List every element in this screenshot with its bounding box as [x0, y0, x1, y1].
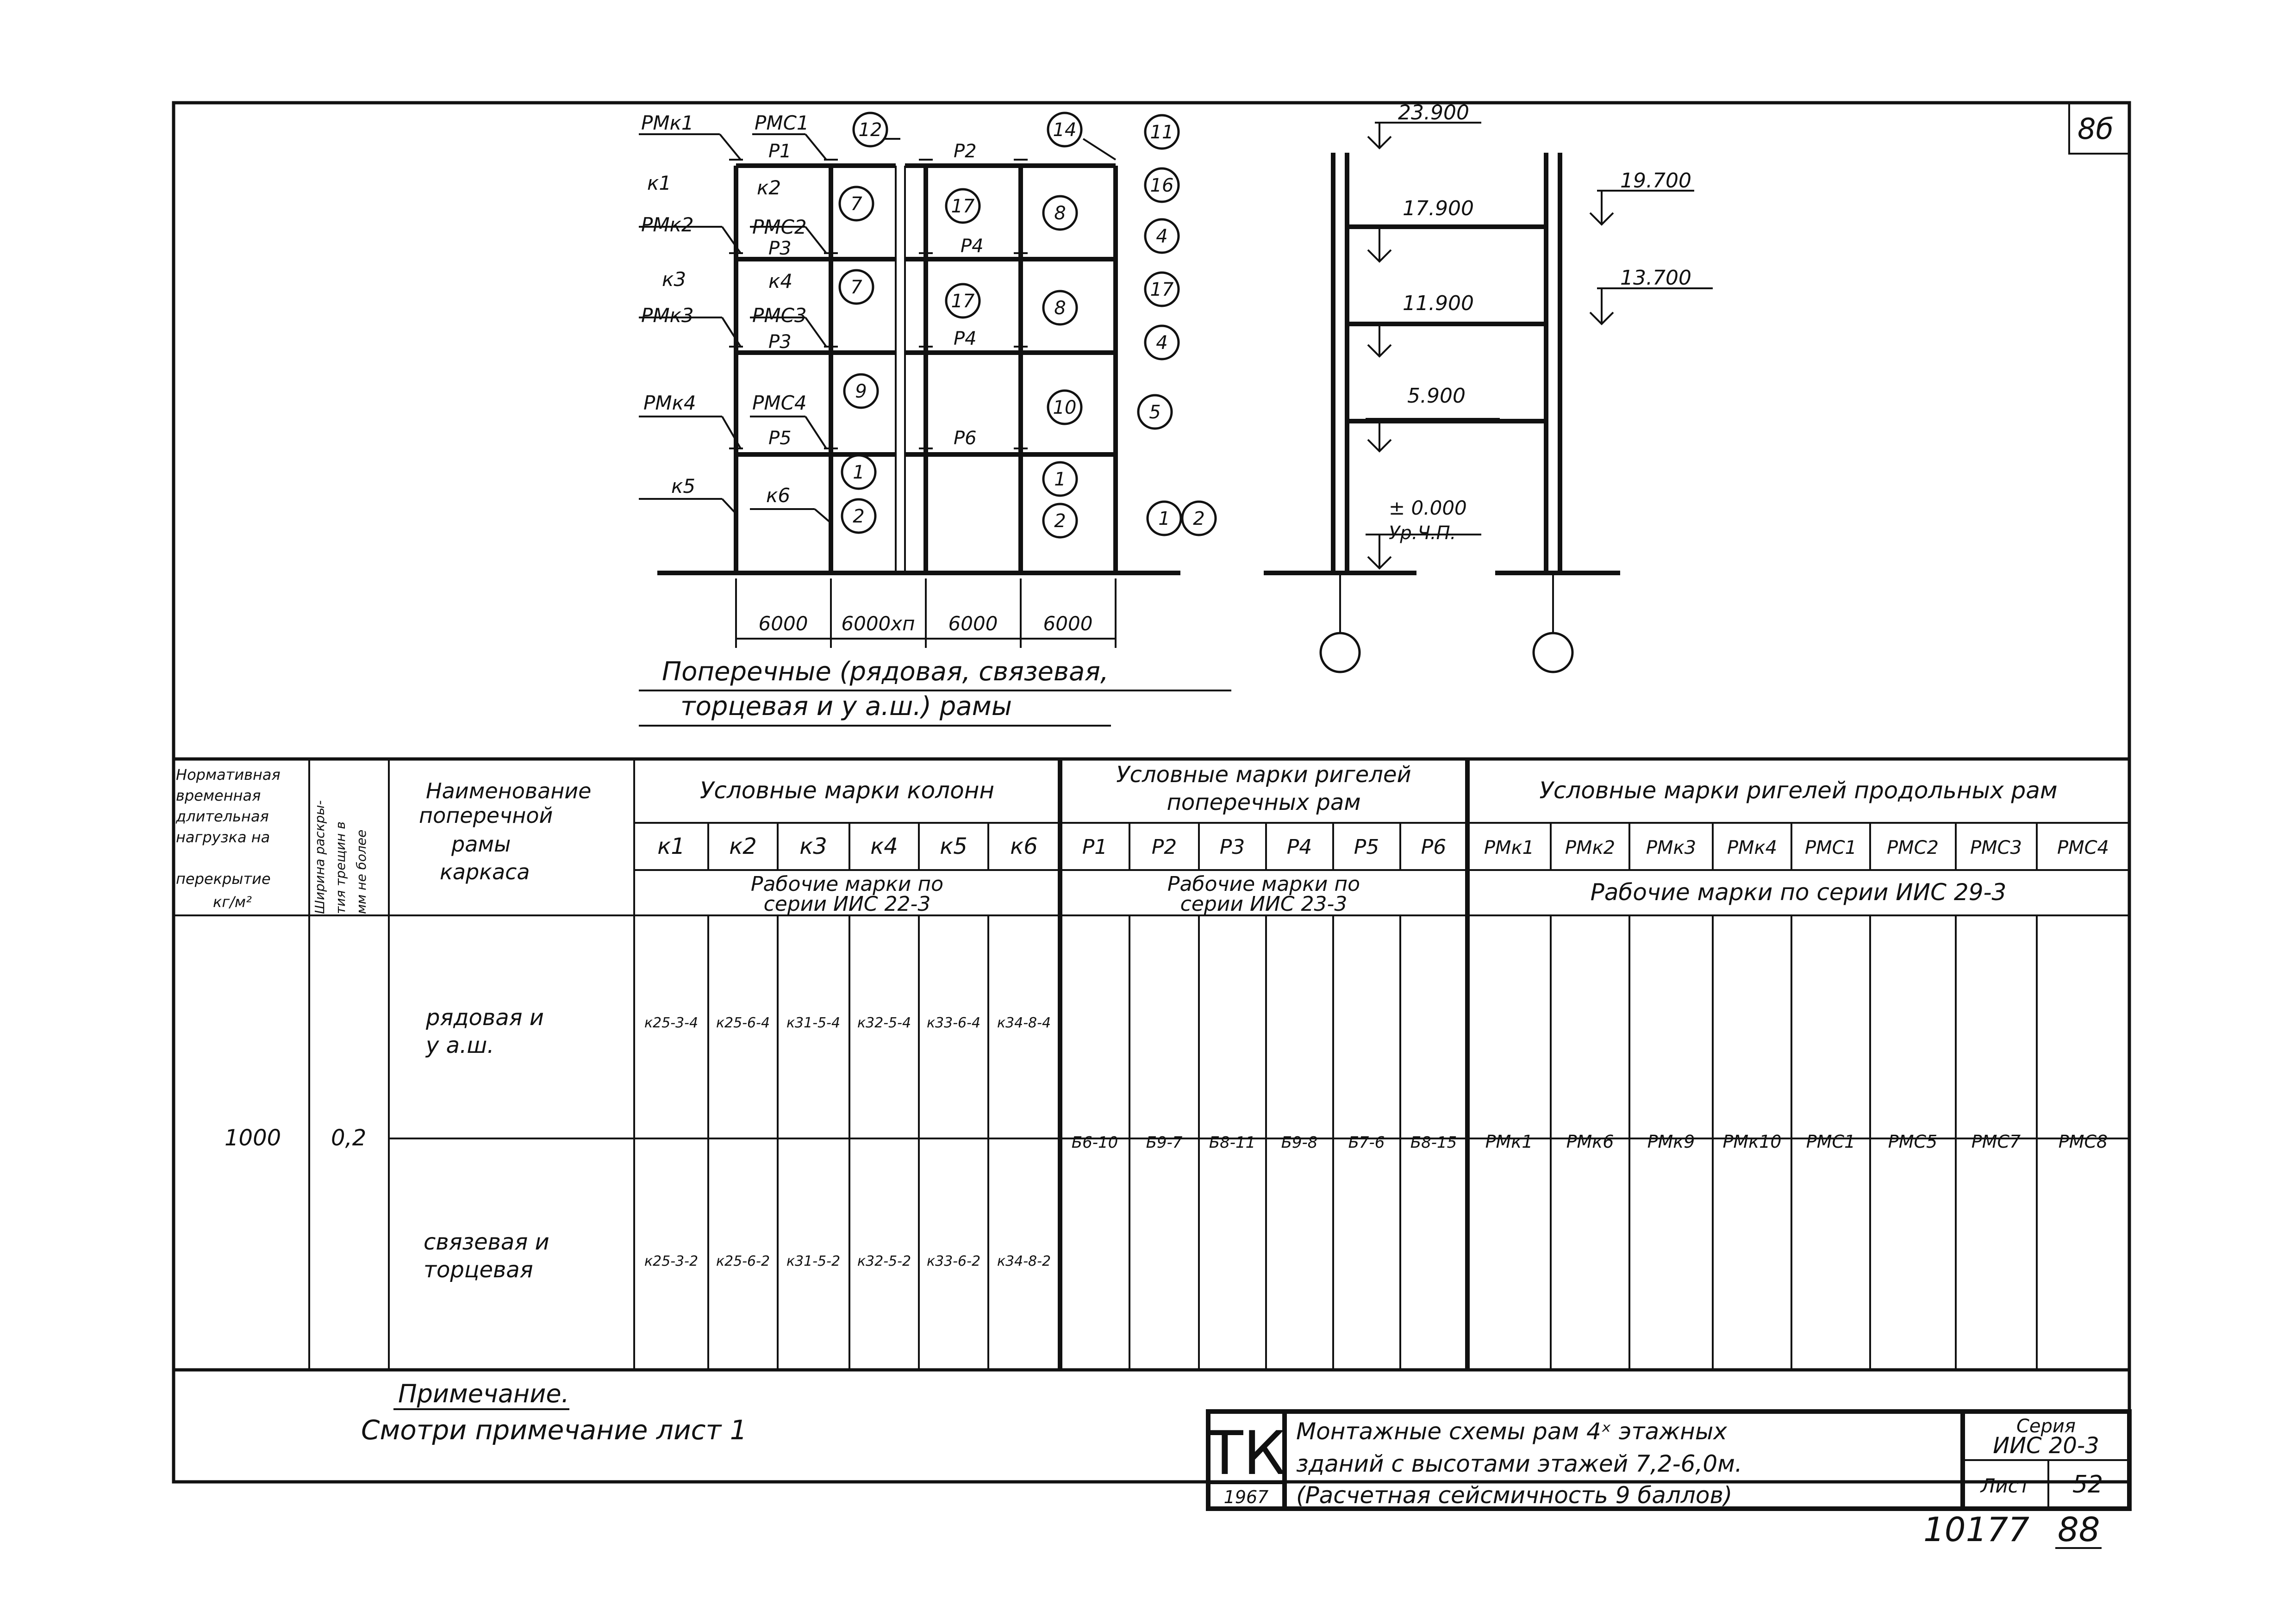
col-mark-k3: к3 — [799, 833, 827, 859]
circle-9: 9 — [855, 381, 867, 402]
label-rmc4: РМС4 — [752, 392, 807, 414]
long-mark-6: РМС2 — [1886, 837, 1939, 858]
h-beam-marks-1: Условные марки ригелей — [1116, 762, 1411, 788]
circle-17a: 17 — [951, 196, 975, 217]
h-beam-sub-2: серии ИИС 23-3 — [1180, 892, 1348, 916]
stamp-year: 1967 — [1223, 1487, 1269, 1507]
title-block — [1206, 1412, 2129, 1509]
archive-number: 10177 — [1923, 1510, 2030, 1549]
label-p3b: Р3 — [768, 331, 792, 353]
row2-col-k6: к34-8-2 — [997, 1253, 1051, 1269]
circle-14: 14 — [1053, 119, 1077, 141]
label-p5: Р5 — [768, 428, 792, 449]
beam-b6-10: Б6-10 — [1071, 1133, 1118, 1152]
h-name-4: каркаса — [440, 859, 530, 884]
stamp-title-3: (Расчетная сейсмичность 9 баллов) — [1296, 1482, 1733, 1509]
row1-name-2: у а.ш. — [426, 1032, 494, 1058]
row2-col-k2: к25-6-2 — [716, 1253, 770, 1269]
circle-1b: 1 — [1054, 469, 1066, 490]
h-name-2: поперечной — [419, 803, 553, 828]
label-rmc2: РМС2 — [752, 216, 807, 238]
label-rmk2: РМк2 — [641, 213, 694, 236]
beam-b8-11: Б8-11 — [1209, 1133, 1256, 1152]
long-rmk10: РМк10 — [1722, 1132, 1782, 1152]
long-mark-5: РМС1 — [1804, 837, 1857, 858]
h-long-sub: Рабочие марки по серии ИИС 29-3 — [1590, 879, 2007, 906]
beam-b9-8: Б9-8 — [1281, 1133, 1318, 1152]
h-beam-sub-1: Рабочие марки по — [1167, 872, 1360, 896]
label-p1: Р1 — [768, 141, 792, 162]
h-load-3: длительная — [176, 808, 269, 825]
long-mark-7: РМС3 — [1970, 837, 2022, 858]
h-crack-2: тия трещин в — [333, 821, 348, 914]
long-rmc7: РМС7 — [1971, 1132, 2021, 1152]
row1-name-1: рядовая и — [426, 1005, 544, 1031]
label-p4b: Р4 — [954, 328, 977, 349]
h-name-1: Наименование — [426, 778, 592, 803]
label-k1: к1 — [647, 172, 672, 194]
h-load-5: перекрытие — [176, 870, 271, 888]
beam-mark-p4: Р4 — [1286, 835, 1312, 859]
section-elevation — [1264, 101, 1713, 672]
beam-mark-p6: Р6 — [1421, 835, 1447, 859]
row2-name-2: торцевая — [424, 1257, 533, 1283]
row2-col-k1: к25-3-2 — [644, 1253, 699, 1269]
dimension-1: 6000 — [758, 612, 808, 635]
elevation-11900: 11.900 — [1403, 292, 1474, 315]
label-rmk4: РМк4 — [643, 392, 696, 414]
long-rmk9: РМк9 — [1647, 1132, 1695, 1152]
label-k3: к3 — [662, 268, 686, 291]
circle-8a: 8 — [1054, 203, 1066, 224]
frame-scheme — [639, 112, 1231, 726]
circle-1c: 1 — [1158, 508, 1170, 529]
h-beam-marks-2: поперечных рам — [1167, 790, 1361, 815]
long-mark-3: РМк3 — [1646, 837, 1697, 858]
h-load-4: нагрузка на — [176, 828, 270, 846]
beam-mark-p5: Р5 — [1354, 835, 1379, 859]
circle-10: 10 — [1053, 397, 1077, 418]
h-crack-1: Ширина раскры- — [312, 800, 327, 914]
h-column-marks: Условные марки колонн — [699, 777, 995, 804]
circle-7b: 7 — [850, 277, 862, 298]
circle-1a: 1 — [853, 462, 865, 483]
circle-8b: 8 — [1054, 298, 1066, 319]
beam-b8-15: Б8-15 — [1410, 1133, 1457, 1152]
row1-col-k3: к31-5-4 — [786, 1015, 841, 1031]
elevation-floor-level: Ур.Ч.П. — [1389, 522, 1456, 544]
circle-16: 16 — [1150, 175, 1174, 196]
label-k5: к5 — [671, 475, 696, 497]
frame-caption-line1: Поперечные (рядовая, связевая, — [662, 657, 1109, 687]
elevation-23900: 23.900 — [1398, 101, 1469, 124]
col-mark-k4: к4 — [870, 833, 898, 859]
beam-mark-p2: Р2 — [1151, 835, 1177, 859]
h-column-sub-2: серии ИИС 22-3 — [763, 892, 931, 916]
col-mark-k1: к1 — [657, 833, 685, 859]
circle-17b: 17 — [951, 291, 975, 312]
h-long-marks: Условные марки ригелей продольных рам — [1539, 777, 2058, 804]
beam-b9-7: Б9-7 — [1146, 1133, 1183, 1152]
col-mark-k5: к5 — [940, 833, 967, 859]
col-mark-k2: к2 — [729, 833, 757, 859]
circle-7a: 7 — [850, 193, 862, 215]
label-rmk1: РМк1 — [641, 112, 694, 134]
stamp-series-label: Серия — [2016, 1416, 2076, 1437]
stamp-series: ИИС 20-3 — [1993, 1433, 2099, 1459]
frame-caption-line2: торцевая и у а.ш.) рамы — [680, 691, 1012, 721]
dimension-3: 6000 — [948, 612, 998, 635]
label-k4: к4 — [768, 270, 793, 292]
label-p4a: Р4 — [961, 236, 984, 257]
circle-2c: 2 — [1193, 508, 1205, 529]
beam-mark-p3: Р3 — [1219, 835, 1245, 859]
dimension-2: 6000хп — [841, 612, 915, 635]
note-text: Смотри примечание лист 1 — [361, 1414, 747, 1446]
page-number: 88 — [2058, 1510, 2100, 1549]
long-rmk1: РМк1 — [1485, 1132, 1533, 1152]
stamp-sheet-label: Лист — [1980, 1474, 2030, 1497]
circle-17c: 17 — [1150, 279, 1174, 300]
label-p6: Р6 — [954, 428, 977, 449]
load-value: 1000 — [225, 1125, 281, 1151]
label-rmc1: РМС1 — [755, 112, 809, 134]
circle-2b: 2 — [1054, 510, 1066, 532]
col-mark-k6: к6 — [1010, 833, 1038, 859]
row2-name-1: связевая и — [424, 1229, 549, 1255]
row1-col-k1: к25-3-4 — [644, 1015, 699, 1031]
long-mark-8: РМС4 — [2057, 837, 2109, 858]
row1-col-k4: к32-5-4 — [857, 1015, 911, 1031]
h-column-sub-1: Рабочие марки по — [750, 872, 944, 896]
label-k6: к6 — [766, 484, 791, 507]
long-rmc5: РМС5 — [1888, 1132, 1938, 1152]
circle-5: 5 — [1149, 402, 1161, 423]
crack-value: 0,2 — [331, 1125, 367, 1151]
note-title: Примечание. — [398, 1379, 569, 1408]
marks-table — [174, 759, 2129, 1370]
elevation-19700: 19.700 — [1620, 169, 1691, 193]
stamp-sheet-number: 52 — [2072, 1471, 2103, 1499]
elevation-5900: 5.900 — [1407, 384, 1466, 408]
beam-mark-p1: Р1 — [1082, 835, 1108, 859]
row2-col-k4: к32-5-2 — [857, 1253, 911, 1269]
elevation-13700: 13.700 — [1620, 266, 1691, 290]
h-crack-3: мм не более — [354, 829, 369, 914]
long-mark-1: РМк1 — [1484, 837, 1535, 858]
row1-col-k6: к34-8-4 — [997, 1015, 1051, 1031]
h-load-6: кг/м² — [213, 893, 252, 911]
circle-2a: 2 — [853, 506, 865, 527]
elevation-17900: 17.900 — [1403, 197, 1474, 220]
h-name-3: рамы — [451, 832, 511, 857]
circle-12: 12 — [858, 119, 882, 141]
row1-col-k5: к33-6-4 — [926, 1015, 981, 1031]
row1-col-k2: к25-6-4 — [716, 1015, 770, 1031]
row2-col-k3: к31-5-2 — [786, 1253, 841, 1269]
elevation-zero: ± 0.000 — [1389, 497, 1467, 519]
h-load-2: временная — [176, 787, 261, 804]
long-rmk6: РМк6 — [1566, 1132, 1614, 1152]
label-rmc3: РМС3 — [752, 304, 807, 327]
circle-4a: 4 — [1156, 226, 1168, 247]
beam-b7-6: Б7-6 — [1348, 1133, 1385, 1152]
label-p3a: Р3 — [768, 238, 792, 259]
dimension-4: 6000 — [1043, 612, 1093, 635]
label-k2: к2 — [757, 176, 781, 199]
label-p2: Р2 — [954, 141, 977, 162]
row2-col-k5: к33-6-2 — [926, 1253, 981, 1269]
circle-11: 11 — [1150, 122, 1174, 143]
long-rmc8: РМС8 — [2058, 1132, 2108, 1152]
long-rmc1: РМС1 — [1806, 1132, 1856, 1152]
stamp-title-1: Монтажные схемы рам 4ˣ этажных — [1296, 1418, 1727, 1445]
stamp-title-2: зданий с высотами этажей 7,2-6,0м. — [1296, 1450, 1742, 1477]
tk-logo: ТК — [1206, 1418, 1286, 1488]
sheet-corner-mark: 8б — [2078, 112, 2114, 146]
label-rmk3: РМк3 — [641, 304, 694, 327]
circle-4b: 4 — [1156, 332, 1168, 354]
long-mark-2: РМк2 — [1565, 837, 1616, 858]
long-mark-4: РМк4 — [1727, 837, 1778, 858]
h-load-1: Нормативная — [176, 766, 281, 784]
